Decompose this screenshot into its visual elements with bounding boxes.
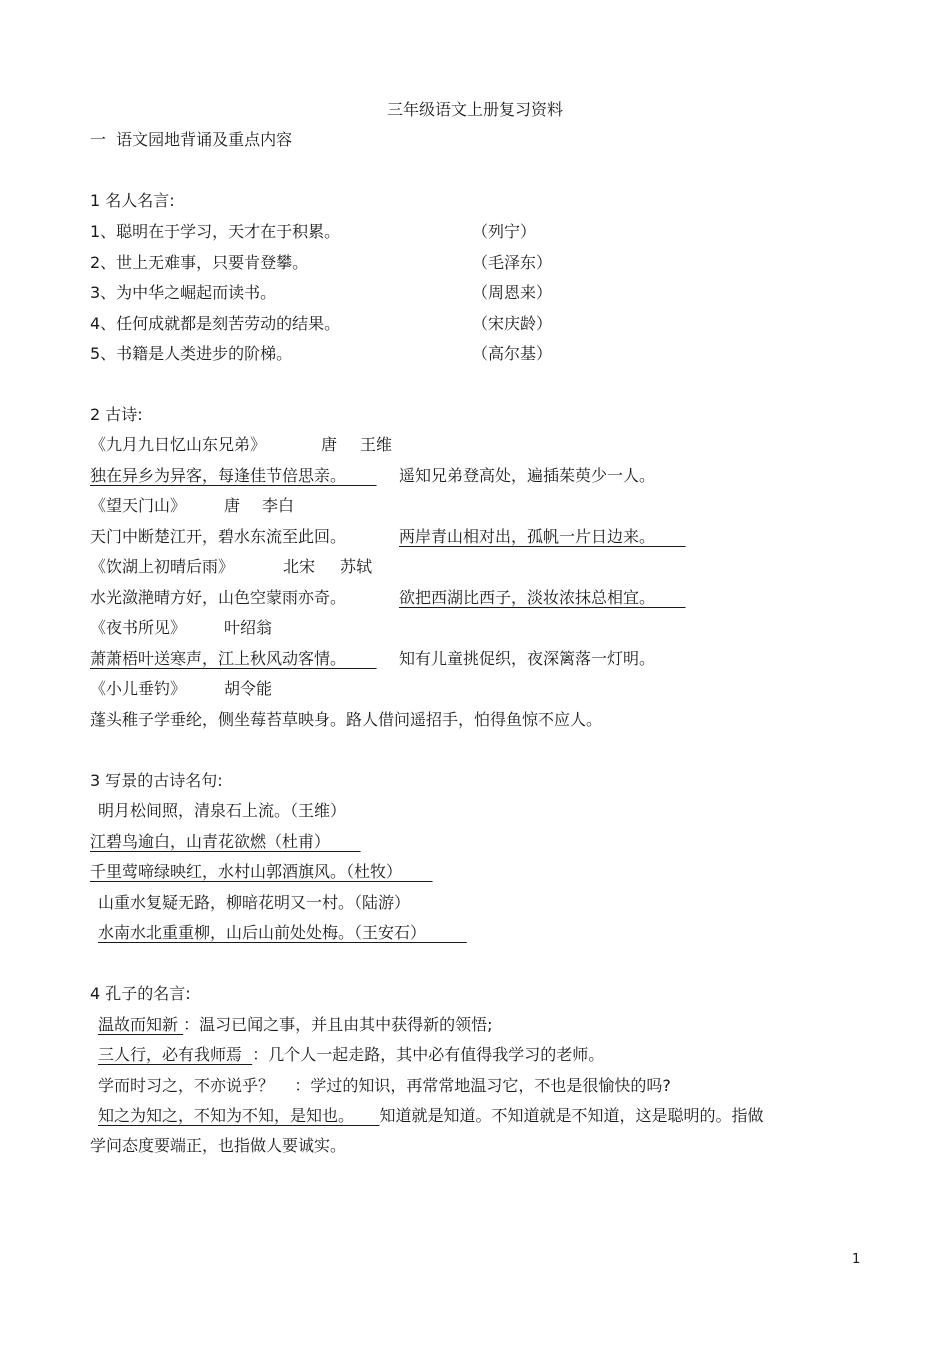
page-title: 三年级语文上册复习资料 bbox=[386, 100, 563, 119]
poem-line-underlined: 萧萧梧叶送寒声，江上秋风动客情。 bbox=[90, 649, 347, 668]
quote-text: 2、世上无难事，只要肯登攀。 bbox=[90, 253, 309, 272]
quote-text: 4、任何成就都是刻苦劳动的结果。 bbox=[90, 314, 341, 333]
scenic-line: 明月松间照，清泉石上流。（王维） bbox=[98, 801, 347, 820]
poem-line: 天门中断楚江开，碧水东流至此回。 bbox=[90, 527, 347, 546]
poem-author: 叶绍翁 bbox=[224, 618, 273, 637]
poem-title: 《望天门山》 bbox=[90, 496, 187, 515]
confucius-item bbox=[98, 1014, 493, 1036]
confucius-saying: 温故而知新 bbox=[98, 1015, 179, 1034]
confucius-item bbox=[98, 1075, 671, 1097]
poem-line: 蓬头稚子学垂纶，侧坐莓苔草映身。路人借问遥招手，怕得鱼惊不应人。 bbox=[90, 710, 603, 729]
poems-heading: 2 古诗: bbox=[90, 405, 143, 424]
quote-author: （列宁） bbox=[472, 222, 537, 241]
confucius-saying: 三人行，必有我师焉 bbox=[98, 1045, 243, 1064]
quote-text: 3、为中华之崛起而读书。 bbox=[90, 283, 277, 302]
poem-line-underlined: 两岸青山相对出，孤帆一片日边来。 bbox=[399, 527, 656, 546]
quote-author: （宋庆龄） bbox=[472, 314, 553, 333]
section-heading: 一 语文园地背诵及重点内容 bbox=[90, 130, 293, 149]
scenic-line-underlined: 水南水北重重柳，山后山前处处梅。（王安石） bbox=[98, 923, 427, 942]
poem-dynasty: 唐 bbox=[224, 496, 241, 515]
confucius-saying: 学而时习之，不亦说乎？ bbox=[98, 1076, 275, 1095]
confucius-meaning: ：几个人一起走路，其中必有值得我学习的老师。 bbox=[252, 1045, 605, 1064]
poem-title: 《饮湖上初晴后雨》 bbox=[90, 557, 235, 576]
poem-dynasty: 北宋 bbox=[283, 557, 316, 576]
poem-author: 王维 bbox=[360, 435, 393, 454]
poem-dynasty: 唐 bbox=[321, 435, 338, 454]
scenic-line-underlined: 千里莺啼绿映红，水村山郭酒旗风。（杜牧） bbox=[90, 862, 403, 881]
poem-line: 遥知兄弟登高处，遍插茱萸少一人。 bbox=[399, 466, 656, 485]
poem-title: 《九月九日忆山东兄弟》 bbox=[90, 435, 267, 454]
confucius-heading: 4 孔子的名言: bbox=[90, 984, 191, 1003]
poem-author: 胡令能 bbox=[224, 679, 273, 698]
confucius-item bbox=[98, 1044, 604, 1066]
quote-text: 5、书籍是人类进步的阶梯。 bbox=[90, 344, 293, 363]
scenic-heading: 3 写景的古诗名句: bbox=[90, 771, 223, 790]
confucius-item bbox=[98, 1105, 763, 1127]
quote-text: 1、聪明在于学习，天才在于积累。 bbox=[90, 222, 341, 241]
poem-line: 知有儿童挑促织，夜深篱落一灯明。 bbox=[399, 649, 656, 668]
page-number: 1 bbox=[852, 1252, 861, 1267]
quote-author: （高尔基） bbox=[472, 344, 553, 363]
confucius-meaning: ：温习已闻之事，并且由其中获得新的领悟; bbox=[183, 1015, 493, 1034]
scenic-line-underlined: 江碧鸟逾白，山青花欲燃（杜甫） bbox=[90, 832, 331, 851]
confucius-meaning-continued: 学问态度要端正，也指做人要诚实。 bbox=[90, 1136, 347, 1155]
poem-author: 李白 bbox=[262, 496, 295, 515]
poem-line-underlined: 独在异乡为异客，每逢佳节倍思亲。 bbox=[90, 466, 347, 485]
poem-author: 苏轼 bbox=[340, 557, 373, 576]
quotes-heading: 1 名人名言: bbox=[90, 191, 175, 210]
quote-author: （周恩来） bbox=[472, 283, 553, 302]
poem-line: 水光潋滟晴方好，山色空蒙雨亦奇。 bbox=[90, 588, 347, 607]
quote-author: （毛泽东） bbox=[472, 253, 553, 272]
confucius-meaning: 知道就是知道。不知道就是不知道，这是聪明的。指做 bbox=[379, 1106, 764, 1125]
poem-line-underlined: 欲把西湖比西子，淡妆浓抹总相宜。 bbox=[399, 588, 656, 607]
confucius-saying: 知之为知之，不知为不知，是知也。 bbox=[98, 1106, 355, 1125]
confucius-meaning: ：学过的知识，再常常地温习它，不也是很愉快的吗? bbox=[294, 1076, 671, 1095]
scenic-line: 山重水复疑无路，柳暗花明又一村。（陆游） bbox=[98, 893, 411, 912]
poem-title: 《夜书所见》 bbox=[90, 618, 187, 637]
poem-title: 《小儿垂钓》 bbox=[90, 679, 187, 698]
